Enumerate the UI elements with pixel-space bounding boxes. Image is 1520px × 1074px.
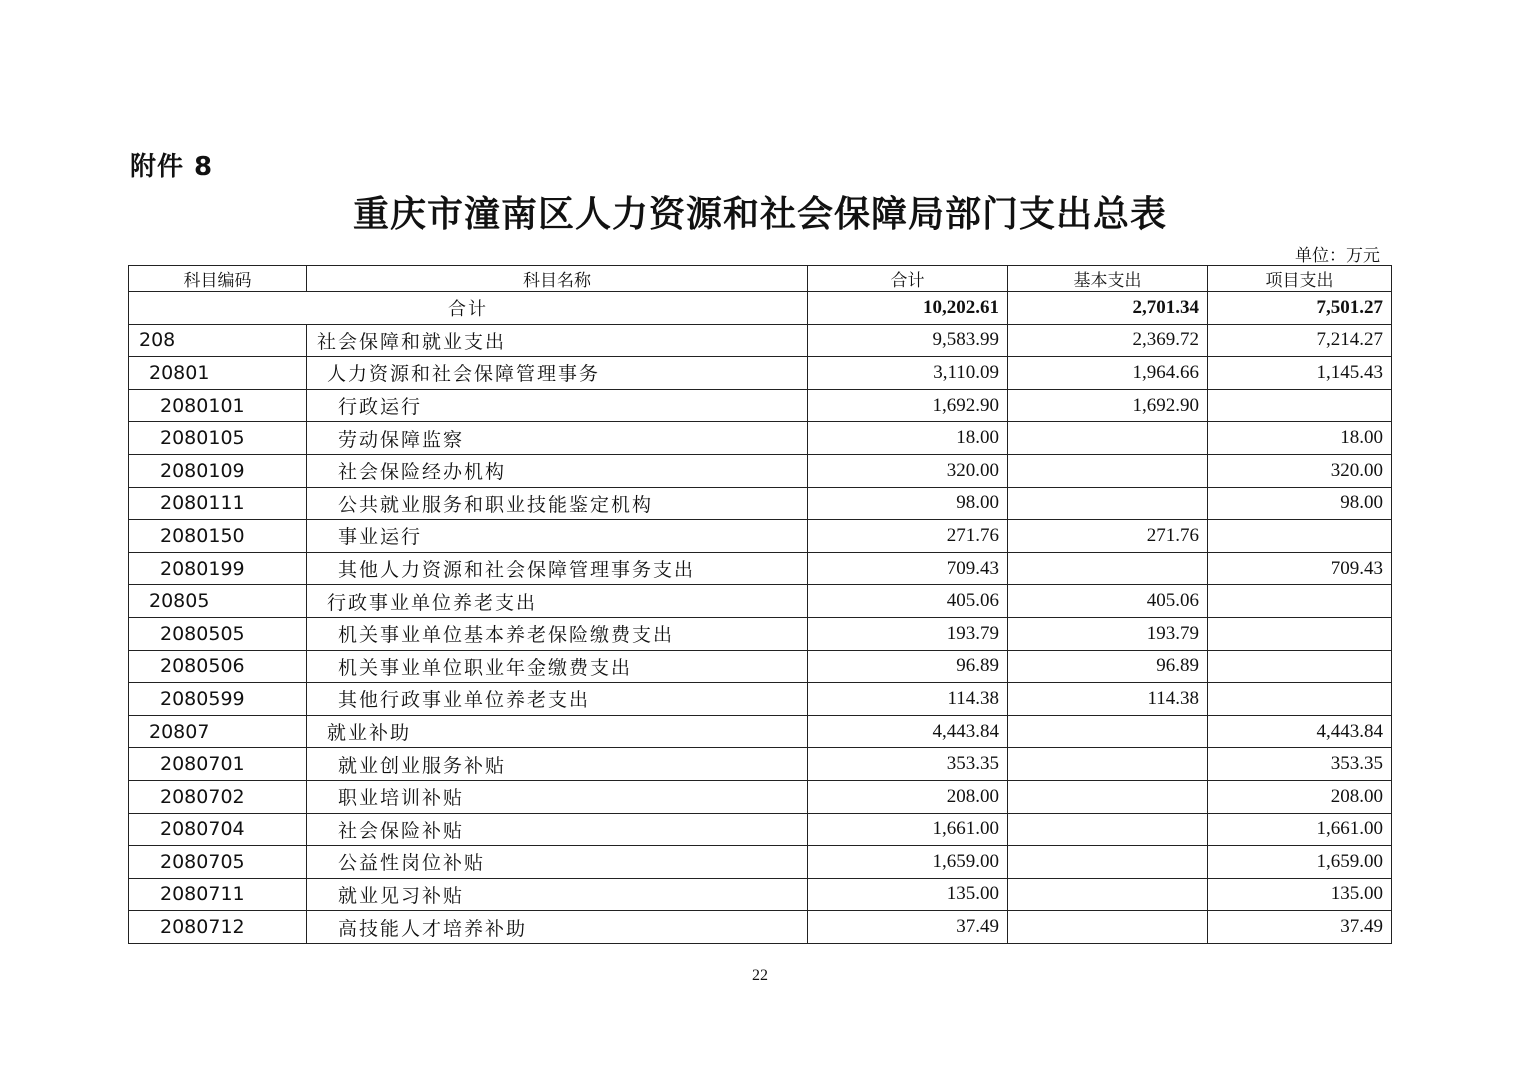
table-row: [129, 683, 1392, 716]
row-total: 96.89: [808, 650, 1008, 683]
table-row: [129, 585, 1392, 618]
row-basic: [1008, 878, 1208, 911]
table-row: [129, 715, 1392, 748]
row-project: [1208, 520, 1392, 553]
row-code: 2080704: [129, 813, 307, 846]
row-name: 就业补助: [307, 715, 808, 748]
row-name: 其他人力资源和社会保障管理事务支出: [307, 552, 808, 585]
row-name: 劳动保障监察: [307, 422, 808, 455]
row-name: 公共就业服务和职业技能鉴定机构: [307, 487, 808, 520]
row-project: [1208, 585, 1392, 618]
row-total: 1,659.00: [808, 846, 1008, 879]
row-code: 2080711: [129, 878, 307, 911]
row-total: 9,583.99: [808, 324, 1008, 357]
total-label: 合计: [129, 292, 808, 325]
header-name: 科目名称: [307, 266, 808, 292]
row-name: 人力资源和社会保障管理事务: [307, 357, 808, 390]
row-basic: [1008, 813, 1208, 846]
table-row: [129, 324, 1392, 357]
row-code: 2080105: [129, 422, 307, 455]
row-name: 机关事业单位职业年金缴费支出: [307, 650, 808, 683]
row-total: 353.35: [808, 748, 1008, 781]
row-basic: [1008, 487, 1208, 520]
row-name: 高技能人才培养补助: [307, 911, 808, 944]
row-name: 就业创业服务补贴: [307, 748, 808, 781]
row-project: [1208, 650, 1392, 683]
row-name: 公益性岗位补贴: [307, 846, 808, 879]
row-basic: [1008, 715, 1208, 748]
row-project: 320.00: [1208, 454, 1392, 487]
row-project: 7,214.27: [1208, 324, 1392, 357]
row-total: 1,692.90: [808, 389, 1008, 422]
row-basic: 2,369.72: [1008, 324, 1208, 357]
table-row: [129, 911, 1392, 944]
header-basic: 基本支出: [1008, 266, 1208, 292]
row-project: 135.00: [1208, 878, 1392, 911]
unit-label: 单位：万元: [1295, 246, 1380, 266]
expenditure-table: [128, 265, 1392, 944]
table-header-row: [129, 266, 1392, 292]
attachment-label: 附件 8: [130, 152, 214, 182]
document-title: 重庆市潼南区人力资源和社会保障局部门支出总表: [352, 193, 1167, 235]
row-total: 37.49: [808, 911, 1008, 944]
table-row: [129, 422, 1392, 455]
row-total: 405.06: [808, 585, 1008, 618]
row-basic: 193.79: [1008, 617, 1208, 650]
row-code: 2080702: [129, 780, 307, 813]
table-row: [129, 780, 1392, 813]
row-project: 98.00: [1208, 487, 1392, 520]
row-basic: 1,964.66: [1008, 357, 1208, 390]
table-row: [129, 813, 1392, 846]
row-project: 18.00: [1208, 422, 1392, 455]
row-name: 事业运行: [307, 520, 808, 553]
table-row: [129, 650, 1392, 683]
table-row: [129, 454, 1392, 487]
table-row: [129, 357, 1392, 390]
row-basic: 405.06: [1008, 585, 1208, 618]
row-project: 709.43: [1208, 552, 1392, 585]
row-basic: [1008, 846, 1208, 879]
row-basic: 96.89: [1008, 650, 1208, 683]
row-basic: [1008, 552, 1208, 585]
row-basic: 114.38: [1008, 683, 1208, 716]
row-code: 2080199: [129, 552, 307, 585]
row-code: 2080109: [129, 454, 307, 487]
row-total: 114.38: [808, 683, 1008, 716]
row-basic: 271.76: [1008, 520, 1208, 553]
row-total: 320.00: [808, 454, 1008, 487]
row-basic: [1008, 780, 1208, 813]
row-name: 行政运行: [307, 389, 808, 422]
row-project: 1,661.00: [1208, 813, 1392, 846]
row-total: 208.00: [808, 780, 1008, 813]
total-basic: 2,701.34: [1008, 292, 1208, 325]
row-project: 208.00: [1208, 780, 1392, 813]
table-row: [129, 487, 1392, 520]
row-project: [1208, 389, 1392, 422]
row-basic: 1,692.90: [1008, 389, 1208, 422]
row-name: 社会保险补贴: [307, 813, 808, 846]
header-code: 科目编码: [129, 266, 307, 292]
row-total: 18.00: [808, 422, 1008, 455]
row-name: 机关事业单位基本养老保险缴费支出: [307, 617, 808, 650]
table-row: [129, 878, 1392, 911]
row-total: 4,443.84: [808, 715, 1008, 748]
row-total: 193.79: [808, 617, 1008, 650]
row-basic: [1008, 748, 1208, 781]
row-project: 1,145.43: [1208, 357, 1392, 390]
row-code: 2080101: [129, 389, 307, 422]
total-amount: 10,202.61: [808, 292, 1008, 325]
row-name: 职业培训补贴: [307, 780, 808, 813]
row-name: 就业见习补贴: [307, 878, 808, 911]
row-code: 2080111: [129, 487, 307, 520]
row-total: 709.43: [808, 552, 1008, 585]
row-code: 20801: [129, 357, 307, 390]
row-total: 135.00: [808, 878, 1008, 911]
table-row: [129, 520, 1392, 553]
row-name: 行政事业单位养老支出: [307, 585, 808, 618]
header-total: 合计: [808, 266, 1008, 292]
row-name: 其他行政事业单位养老支出: [307, 683, 808, 716]
row-project: [1208, 683, 1392, 716]
total-row: [129, 292, 1392, 325]
row-code: 20807: [129, 715, 307, 748]
total-project: 7,501.27: [1208, 292, 1392, 325]
row-project: [1208, 617, 1392, 650]
row-total: 271.76: [808, 520, 1008, 553]
row-total: 3,110.09: [808, 357, 1008, 390]
table-row: [129, 617, 1392, 650]
row-code: 2080712: [129, 911, 307, 944]
row-basic: [1008, 422, 1208, 455]
row-project: 353.35: [1208, 748, 1392, 781]
row-name: 社会保险经办机构: [307, 454, 808, 487]
page-number: 22: [752, 967, 768, 984]
row-project: 1,659.00: [1208, 846, 1392, 879]
row-total: 98.00: [808, 487, 1008, 520]
row-name: 社会保障和就业支出: [307, 324, 808, 357]
row-code: 2080701: [129, 748, 307, 781]
row-basic: [1008, 911, 1208, 944]
header-project: 项目支出: [1208, 266, 1392, 292]
table-row: [129, 748, 1392, 781]
row-total: 1,661.00: [808, 813, 1008, 846]
table-row: [129, 389, 1392, 422]
row-code: 2080599: [129, 683, 307, 716]
row-project: 37.49: [1208, 911, 1392, 944]
row-code: 20805: [129, 585, 307, 618]
table-row: [129, 846, 1392, 879]
table-row: [129, 552, 1392, 585]
row-code: 2080150: [129, 520, 307, 553]
row-code: 208: [129, 324, 307, 357]
row-basic: [1008, 454, 1208, 487]
row-code: 2080506: [129, 650, 307, 683]
row-project: 4,443.84: [1208, 715, 1392, 748]
row-code: 2080505: [129, 617, 307, 650]
row-code: 2080705: [129, 846, 307, 879]
